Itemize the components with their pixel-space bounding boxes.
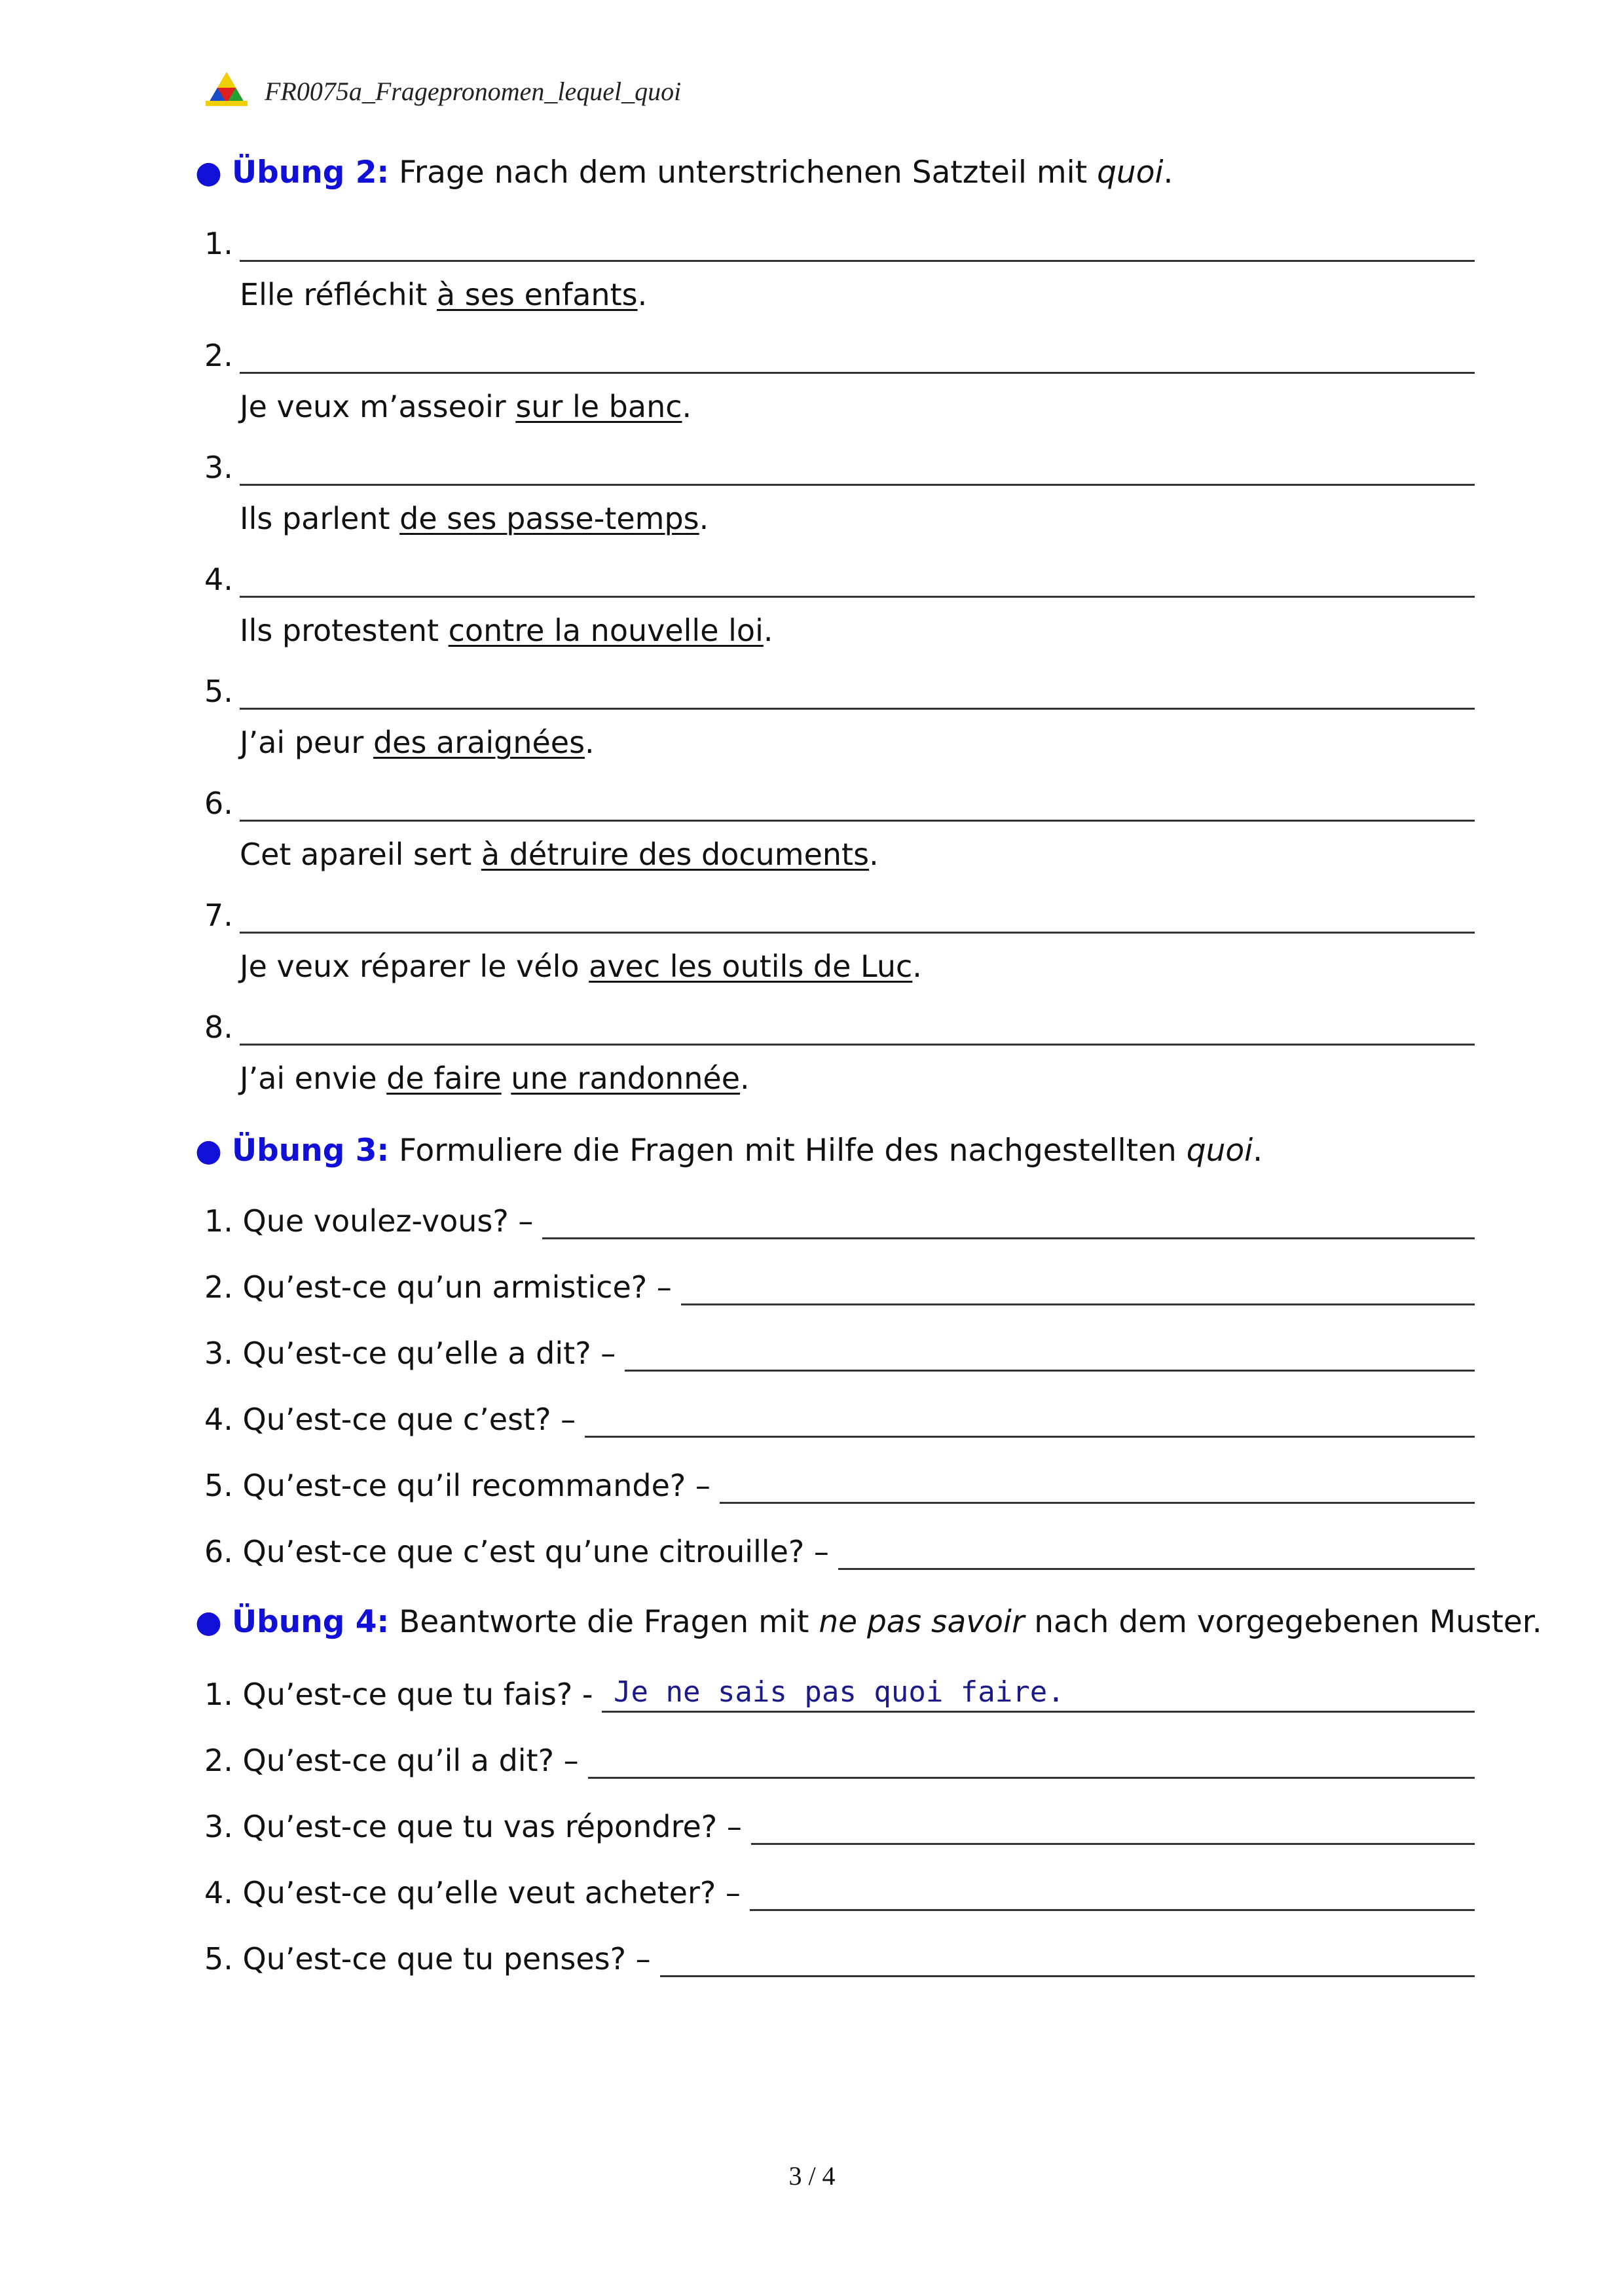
exercise-sentence bbox=[240, 837, 879, 872]
answer-line[interactable] bbox=[240, 596, 1475, 598]
sentence-text: . bbox=[912, 949, 922, 984]
exercise-sentence bbox=[240, 389, 692, 424]
underlined-part: de ses passe-temps bbox=[399, 501, 699, 536]
exercise-sentence bbox=[240, 725, 595, 760]
item-number: 2. bbox=[204, 338, 233, 373]
underlined-part: contre la nouvelle loi bbox=[448, 613, 764, 648]
instruction-italic: quoi bbox=[1097, 155, 1164, 191]
document-title: FR0075a_Fragepronomen_lequel_quoi bbox=[265, 77, 682, 106]
question-text: 1. Que voulez-vous? – bbox=[204, 1203, 534, 1239]
answer-line[interactable] bbox=[240, 484, 1475, 486]
question-text: 3. Qu’est-ce que tu vas répondre? – bbox=[204, 1809, 742, 1844]
sentence-text: Elle réfléchit bbox=[240, 277, 437, 312]
sentence-text: . bbox=[699, 501, 709, 536]
underlined-part: à ses enfants bbox=[436, 277, 638, 312]
item-number: 1. bbox=[204, 226, 233, 261]
answer-line[interactable] bbox=[240, 820, 1475, 822]
answer-line[interactable] bbox=[720, 1502, 1475, 1504]
item-number: 7. bbox=[204, 898, 233, 933]
instruction-italic: quoi bbox=[1186, 1133, 1253, 1169]
underlined-part: des araignées bbox=[373, 725, 585, 760]
underlined-part: une randonnée bbox=[511, 1061, 741, 1096]
question-text: 5. Qu’est-ce que tu penses? – bbox=[204, 1941, 651, 1977]
sentence-text: Cet apareil sert bbox=[240, 837, 481, 872]
question-text: 3. Qu’est-ce qu’elle a dit? – bbox=[204, 1336, 616, 1371]
bullet: ● bbox=[195, 155, 223, 191]
exercise-sentence bbox=[240, 501, 709, 536]
exercise-sentence bbox=[240, 613, 773, 648]
exercise-label: Übung 3: bbox=[231, 1133, 390, 1169]
answer-line[interactable] bbox=[681, 1303, 1475, 1305]
exercise-sentence bbox=[240, 949, 922, 984]
answer-line[interactable] bbox=[240, 1044, 1475, 1046]
answer-line[interactable] bbox=[660, 1975, 1475, 1977]
item-number: 5. bbox=[204, 674, 233, 709]
sentence-text: Ils parlent bbox=[240, 501, 400, 536]
answer-line[interactable] bbox=[838, 1568, 1475, 1570]
answer-line[interactable] bbox=[585, 1436, 1475, 1438]
sentence-text bbox=[502, 1061, 511, 1096]
answer-line[interactable] bbox=[542, 1237, 1475, 1239]
sentence-text: . bbox=[763, 613, 773, 648]
uebung4-heading bbox=[195, 1604, 1542, 1640]
instruction-end: . bbox=[1253, 1133, 1263, 1169]
item-number: 8. bbox=[204, 1010, 233, 1045]
exercise-sentence bbox=[240, 277, 647, 312]
sentence-text: Je veux m’asseoir bbox=[240, 389, 516, 424]
underlined-part: sur le banc bbox=[515, 389, 682, 424]
answer-line[interactable] bbox=[240, 932, 1475, 934]
sentence-text: . bbox=[585, 725, 595, 760]
item-number: 3. bbox=[204, 450, 233, 485]
sentence-text: . bbox=[869, 837, 879, 872]
sentence-text: . bbox=[682, 389, 692, 424]
answer-line[interactable] bbox=[751, 1843, 1475, 1845]
page-number: 3 / 4 bbox=[788, 2161, 836, 2191]
sentence-text: . bbox=[740, 1061, 750, 1096]
exercise-label: Übung 4: bbox=[231, 1604, 390, 1640]
answer-line[interactable] bbox=[240, 260, 1475, 262]
colorful-pyramid-logo-icon bbox=[204, 71, 249, 107]
sentence-text: Je veux réparer le vélo bbox=[240, 949, 589, 984]
instruction-text: Formuliere die Fragen mit Hilfe des nachgestellten bbox=[399, 1133, 1177, 1169]
exercise-sentence bbox=[240, 1061, 750, 1096]
uebung2-heading bbox=[195, 155, 1173, 191]
instruction-text: Beantworte die Fragen mit bbox=[399, 1604, 809, 1640]
answer-line[interactable] bbox=[240, 708, 1475, 710]
uebung3-heading bbox=[195, 1133, 1263, 1169]
instruction-end: nach dem vorgegebenen Muster. bbox=[1034, 1604, 1542, 1640]
bullet: ● bbox=[195, 1604, 223, 1640]
answer-line[interactable] bbox=[240, 372, 1475, 374]
sentence-text: Ils protestent bbox=[240, 613, 449, 648]
question-text: 4. Qu’est-ce que c’est? – bbox=[204, 1402, 576, 1437]
question-text: 2. Qu’est-ce qu’il a dit? – bbox=[204, 1743, 579, 1778]
item-number: 6. bbox=[204, 786, 233, 821]
question-text: 1. Qu’est-ce que tu fais? - bbox=[204, 1677, 593, 1712]
answer-line[interactable] bbox=[750, 1909, 1475, 1911]
underlined-part: de faire bbox=[386, 1061, 502, 1096]
instruction-italic: ne pas savoir bbox=[819, 1604, 1025, 1640]
instruction-end: . bbox=[1163, 155, 1173, 191]
sentence-text: J’ai envie bbox=[240, 1061, 387, 1096]
written-answer: Je ne sais pas quoi faire. bbox=[614, 1675, 1065, 1709]
answer-line[interactable] bbox=[588, 1777, 1475, 1779]
bullet: ● bbox=[195, 1133, 223, 1169]
question-text: 6. Qu’est-ce que c’est qu’une citrouille? – bbox=[204, 1534, 829, 1569]
question-text: 4. Qu’est-ce qu’elle veut acheter? – bbox=[204, 1875, 741, 1910]
item-number: 4. bbox=[204, 562, 233, 597]
underlined-part: avec les outils de Luc bbox=[589, 949, 913, 984]
sentence-text: . bbox=[637, 277, 648, 312]
answer-line[interactable] bbox=[602, 1711, 1475, 1713]
question-text: 5. Qu’est-ce qu’il recommande? – bbox=[204, 1468, 710, 1503]
question-text: 2. Qu’est-ce qu’un armistice? – bbox=[204, 1269, 672, 1305]
exercise-label: Übung 2: bbox=[231, 155, 390, 191]
sentence-text: J’ai peur bbox=[240, 725, 373, 760]
answer-line[interactable] bbox=[625, 1370, 1475, 1372]
instruction-text: Frage nach dem unterstrichenen Satzteil mit bbox=[399, 155, 1088, 191]
underlined-part: à détruire des documents bbox=[481, 837, 870, 872]
